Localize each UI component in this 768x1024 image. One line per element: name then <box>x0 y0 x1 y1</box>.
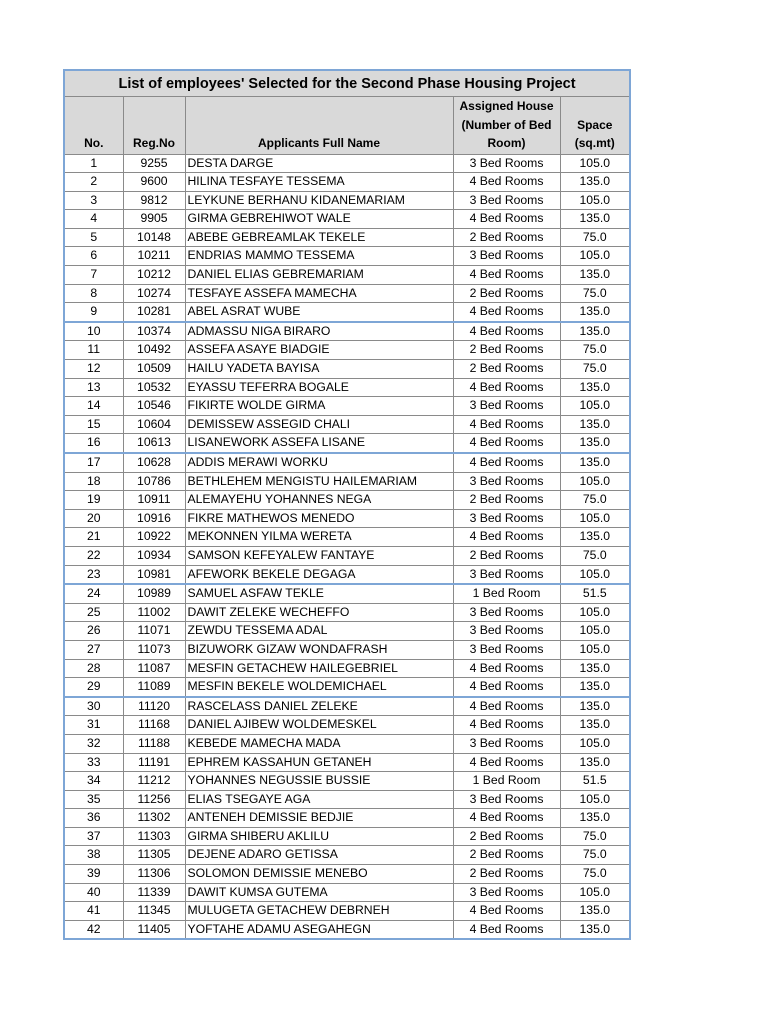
table-row <box>64 920 630 939</box>
cell-reg-no: 10546 <box>123 397 185 416</box>
cell-assigned-house: 3 Bed Rooms <box>453 397 560 416</box>
cell-full-name: EPHREM KASSAHUN GETANEH <box>185 753 453 772</box>
cell-assigned-house: 2 Bed Rooms <box>453 846 560 865</box>
cell-reg-no: 11306 <box>123 865 185 884</box>
cell-reg-no: 10492 <box>123 341 185 360</box>
cell-assigned-house: 2 Bed Rooms <box>453 865 560 884</box>
cell-reg-no: 10374 <box>123 322 185 341</box>
cell-space: 135.0 <box>560 266 630 285</box>
cell-assigned-house: 4 Bed Rooms <box>453 902 560 921</box>
table-row <box>64 584 630 603</box>
cell-full-name: DEMISSEW ASSEGID CHALI <box>185 415 453 434</box>
cell-full-name: MEKONNEN YILMA WERETA <box>185 528 453 547</box>
table-row <box>64 753 630 772</box>
cell-reg-no: 11071 <box>123 622 185 641</box>
cell-reg-no: 10532 <box>123 378 185 397</box>
table-row <box>64 528 630 547</box>
cell-assigned-house: 2 Bed Rooms <box>453 491 560 510</box>
table-row <box>64 509 630 528</box>
cell-space: 105.0 <box>560 734 630 753</box>
cell-space: 135.0 <box>560 173 630 192</box>
cell-full-name: AFEWORK BEKELE DEGAGA <box>185 565 453 584</box>
cell-full-name: HAILU YADETA BAYISA <box>185 360 453 379</box>
cell-assigned-house: 3 Bed Rooms <box>453 565 560 584</box>
table-row <box>64 678 630 697</box>
cell-full-name: ZEWDU TESSEMA ADAL <box>185 622 453 641</box>
cell-full-name: FIKIRTE WOLDE GIRMA <box>185 397 453 416</box>
cell-no: 23 <box>64 565 123 584</box>
cell-reg-no: 10922 <box>123 528 185 547</box>
cell-reg-no: 11168 <box>123 716 185 735</box>
table-row <box>64 865 630 884</box>
cell-space: 75.0 <box>560 865 630 884</box>
cell-reg-no: 10274 <box>123 284 185 303</box>
cell-space: 135.0 <box>560 697 630 716</box>
cell-assigned-house: 4 Bed Rooms <box>453 322 560 341</box>
cell-no: 35 <box>64 790 123 809</box>
cell-no: 4 <box>64 210 123 229</box>
cell-reg-no: 10916 <box>123 509 185 528</box>
cell-no: 1 <box>64 154 123 173</box>
cell-full-name: BETHLEHEM MENGISTU HAILEMARIAM <box>185 472 453 491</box>
table-row <box>64 266 630 285</box>
cell-full-name: DESTA DARGE <box>185 154 453 173</box>
cell-assigned-house: 4 Bed Rooms <box>453 920 560 939</box>
cell-assigned-house: 4 Bed Rooms <box>453 378 560 397</box>
cell-full-name: ABEBE GEBREAMLAK TEKELE <box>185 228 453 247</box>
cell-assigned-house: 2 Bed Rooms <box>453 284 560 303</box>
cell-assigned-house: 4 Bed Rooms <box>453 453 560 472</box>
cell-space: 105.0 <box>560 790 630 809</box>
cell-reg-no: 9905 <box>123 210 185 229</box>
cell-assigned-house: 4 Bed Rooms <box>453 753 560 772</box>
cell-reg-no: 11303 <box>123 827 185 846</box>
table-row <box>64 546 630 565</box>
cell-no: 37 <box>64 827 123 846</box>
cell-space: 105.0 <box>560 154 630 173</box>
cell-no: 2 <box>64 173 123 192</box>
table-row <box>64 228 630 247</box>
cell-reg-no: 10211 <box>123 247 185 266</box>
cell-no: 10 <box>64 322 123 341</box>
cell-reg-no: 10613 <box>123 434 185 453</box>
cell-no: 36 <box>64 809 123 828</box>
cell-full-name: DAWIT ZELEKE WECHEFFO <box>185 603 453 622</box>
cell-space: 75.0 <box>560 341 630 360</box>
table-row <box>64 565 630 584</box>
cell-full-name: ANTENEH DEMISSIE BEDJIE <box>185 809 453 828</box>
cell-reg-no: 10628 <box>123 453 185 472</box>
cell-assigned-house: 3 Bed Rooms <box>453 734 560 753</box>
table-row <box>64 154 630 173</box>
cell-full-name: ABEL ASRAT WUBE <box>185 303 453 322</box>
table-row <box>64 453 630 472</box>
cell-assigned-house: 4 Bed Rooms <box>453 697 560 716</box>
cell-reg-no: 10509 <box>123 360 185 379</box>
cell-space: 135.0 <box>560 415 630 434</box>
cell-reg-no: 10911 <box>123 491 185 510</box>
cell-no: 21 <box>64 528 123 547</box>
cell-reg-no: 10981 <box>123 565 185 584</box>
cell-full-name: SAMUEL ASFAW TEKLE <box>185 584 453 603</box>
table-row <box>64 191 630 210</box>
cell-space: 135.0 <box>560 902 630 921</box>
cell-no: 34 <box>64 772 123 791</box>
cell-full-name: DAWIT KUMSA GUTEMA <box>185 883 453 902</box>
table-row <box>64 827 630 846</box>
cell-full-name: EYASSU TEFERRA BOGALE <box>185 378 453 397</box>
cell-assigned-house: 1 Bed Room <box>453 584 560 603</box>
cell-assigned-house: 3 Bed Rooms <box>453 640 560 659</box>
cell-space: 105.0 <box>560 883 630 902</box>
cell-full-name: DANIEL ELIAS GEBREMARIAM <box>185 266 453 285</box>
cell-reg-no: 11345 <box>123 902 185 921</box>
cell-assigned-house: 2 Bed Rooms <box>453 360 560 379</box>
cell-space: 135.0 <box>560 378 630 397</box>
cell-reg-no: 11002 <box>123 603 185 622</box>
cell-space: 51.5 <box>560 772 630 791</box>
table-row <box>64 378 630 397</box>
cell-assigned-house: 4 Bed Rooms <box>453 678 560 697</box>
employee-housing-table <box>63 69 631 940</box>
cell-full-name: MESFIN BEKELE WOLDEMICHAEL <box>185 678 453 697</box>
cell-assigned-house: 4 Bed Rooms <box>453 210 560 229</box>
cell-no: 33 <box>64 753 123 772</box>
table-row <box>64 772 630 791</box>
cell-assigned-house: 2 Bed Rooms <box>453 827 560 846</box>
cell-full-name: ADMASSU NIGA BIRARO <box>185 322 453 341</box>
cell-assigned-house: 4 Bed Rooms <box>453 415 560 434</box>
cell-assigned-house: 3 Bed Rooms <box>453 509 560 528</box>
cell-space: 135.0 <box>560 453 630 472</box>
table-body <box>64 154 630 939</box>
cell-reg-no: 11339 <box>123 883 185 902</box>
cell-space: 105.0 <box>560 640 630 659</box>
table-row <box>64 284 630 303</box>
cell-reg-no: 11305 <box>123 846 185 865</box>
cell-no: 5 <box>64 228 123 247</box>
cell-no: 39 <box>64 865 123 884</box>
cell-full-name: BIZUWORK GIZAW WONDAFRASH <box>185 640 453 659</box>
cell-space: 51.5 <box>560 584 630 603</box>
cell-space: 135.0 <box>560 434 630 453</box>
cell-no: 3 <box>64 191 123 210</box>
cell-space: 135.0 <box>560 303 630 322</box>
cell-space: 105.0 <box>560 247 630 266</box>
cell-full-name: ALEMAYEHU YOHANNES NEGA <box>185 491 453 510</box>
cell-no: 25 <box>64 603 123 622</box>
cell-reg-no: 11191 <box>123 753 185 772</box>
table-row <box>64 622 630 641</box>
table-row <box>64 341 630 360</box>
cell-reg-no: 11256 <box>123 790 185 809</box>
table-row <box>64 210 630 229</box>
cell-full-name: ASSEFA ASAYE BIADGIE <box>185 341 453 360</box>
cell-space: 105.0 <box>560 397 630 416</box>
table-row <box>64 491 630 510</box>
cell-assigned-house: 4 Bed Rooms <box>453 659 560 678</box>
table-row <box>64 734 630 753</box>
cell-assigned-house: 3 Bed Rooms <box>453 247 560 266</box>
cell-assigned-house: 1 Bed Room <box>453 772 560 791</box>
cell-assigned-house: 2 Bed Rooms <box>453 341 560 360</box>
cell-space: 75.0 <box>560 546 630 565</box>
table-row <box>64 640 630 659</box>
cell-reg-no: 9600 <box>123 173 185 192</box>
cell-full-name: GIRMA SHIBERU AKLILU <box>185 827 453 846</box>
cell-reg-no: 11405 <box>123 920 185 939</box>
cell-no: 16 <box>64 434 123 453</box>
cell-full-name: DEJENE ADARO GETISSA <box>185 846 453 865</box>
cell-assigned-house: 4 Bed Rooms <box>453 266 560 285</box>
header-reg-no: Reg.No <box>123 97 185 155</box>
cell-full-name: RASCELASS DANIEL ZELEKE <box>185 697 453 716</box>
cell-no: 32 <box>64 734 123 753</box>
cell-space: 75.0 <box>560 360 630 379</box>
cell-no: 27 <box>64 640 123 659</box>
table-row <box>64 902 630 921</box>
table-row <box>64 790 630 809</box>
cell-reg-no: 10786 <box>123 472 185 491</box>
cell-full-name: FIKRE MATHEWOS MENEDO <box>185 509 453 528</box>
cell-no: 12 <box>64 360 123 379</box>
cell-no: 29 <box>64 678 123 697</box>
cell-full-name: ENDRIAS MAMMO TESSEMA <box>185 247 453 266</box>
cell-full-name: SOLOMON DEMISSIE MENEBO <box>185 865 453 884</box>
cell-space: 135.0 <box>560 678 630 697</box>
cell-space: 75.0 <box>560 284 630 303</box>
cell-no: 8 <box>64 284 123 303</box>
cell-no: 24 <box>64 584 123 603</box>
cell-no: 14 <box>64 397 123 416</box>
cell-space: 75.0 <box>560 827 630 846</box>
cell-full-name: LEYKUNE BERHANU KIDANEMARIAM <box>185 191 453 210</box>
cell-space: 75.0 <box>560 491 630 510</box>
header-no: No. <box>64 97 123 155</box>
header-assigned-house: Assigned House (Number of Bed Room) <box>453 97 560 155</box>
cell-reg-no: 10212 <box>123 266 185 285</box>
cell-no: 13 <box>64 378 123 397</box>
cell-assigned-house: 4 Bed Rooms <box>453 173 560 192</box>
cell-no: 38 <box>64 846 123 865</box>
cell-space: 135.0 <box>560 809 630 828</box>
table-row <box>64 360 630 379</box>
cell-space: 135.0 <box>560 210 630 229</box>
cell-assigned-house: 2 Bed Rooms <box>453 228 560 247</box>
cell-reg-no: 10148 <box>123 228 185 247</box>
table-row <box>64 846 630 865</box>
cell-full-name: KEBEDE MAMECHA MADA <box>185 734 453 753</box>
cell-no: 26 <box>64 622 123 641</box>
cell-no: 15 <box>64 415 123 434</box>
cell-no: 41 <box>64 902 123 921</box>
cell-no: 28 <box>64 659 123 678</box>
cell-reg-no: 10934 <box>123 546 185 565</box>
cell-no: 40 <box>64 883 123 902</box>
cell-assigned-house: 3 Bed Rooms <box>453 790 560 809</box>
cell-reg-no: 9255 <box>123 154 185 173</box>
cell-reg-no: 11212 <box>123 772 185 791</box>
cell-assigned-house: 4 Bed Rooms <box>453 716 560 735</box>
table-row <box>64 883 630 902</box>
cell-no: 30 <box>64 697 123 716</box>
cell-no: 7 <box>64 266 123 285</box>
cell-no: 6 <box>64 247 123 266</box>
table-title: List of employees' Selected for the Second Phase Housing Project <box>64 70 630 97</box>
cell-space: 75.0 <box>560 228 630 247</box>
table-row <box>64 659 630 678</box>
cell-reg-no: 10604 <box>123 415 185 434</box>
cell-assigned-house: 3 Bed Rooms <box>453 622 560 641</box>
cell-no: 18 <box>64 472 123 491</box>
cell-assigned-house: 3 Bed Rooms <box>453 603 560 622</box>
cell-reg-no: 9812 <box>123 191 185 210</box>
header-full-name: Applicants Full Name <box>185 97 453 155</box>
cell-assigned-house: 3 Bed Rooms <box>453 191 560 210</box>
cell-full-name: GIRMA GEBREHIWOT WALE <box>185 210 453 229</box>
table-row <box>64 322 630 341</box>
cell-assigned-house: 4 Bed Rooms <box>453 528 560 547</box>
cell-space: 75.0 <box>560 846 630 865</box>
table-row <box>64 434 630 453</box>
cell-reg-no: 11188 <box>123 734 185 753</box>
cell-no: 42 <box>64 920 123 939</box>
cell-assigned-house: 4 Bed Rooms <box>453 434 560 453</box>
cell-space: 135.0 <box>560 659 630 678</box>
cell-space: 135.0 <box>560 753 630 772</box>
cell-full-name: ADDIS MERAWI WORKU <box>185 453 453 472</box>
cell-reg-no: 11073 <box>123 640 185 659</box>
cell-assigned-house: 3 Bed Rooms <box>453 472 560 491</box>
cell-space: 135.0 <box>560 322 630 341</box>
cell-reg-no: 10989 <box>123 584 185 603</box>
cell-reg-no: 11087 <box>123 659 185 678</box>
table-row <box>64 397 630 416</box>
cell-full-name: MESFIN GETACHEW HAILEGEBRIEL <box>185 659 453 678</box>
cell-space: 135.0 <box>560 716 630 735</box>
cell-no: 11 <box>64 341 123 360</box>
cell-full-name: YOFTAHE ADAMU ASEGAHEGN <box>185 920 453 939</box>
cell-space: 105.0 <box>560 509 630 528</box>
cell-space: 105.0 <box>560 565 630 584</box>
cell-full-name: SAMSON KEFEYALEW FANTAYE <box>185 546 453 565</box>
cell-no: 17 <box>64 453 123 472</box>
cell-assigned-house: 2 Bed Rooms <box>453 546 560 565</box>
cell-no: 20 <box>64 509 123 528</box>
table-row <box>64 303 630 322</box>
cell-space: 135.0 <box>560 528 630 547</box>
cell-space: 105.0 <box>560 191 630 210</box>
header-space: Space (sq.mt) <box>560 97 630 155</box>
cell-space: 135.0 <box>560 920 630 939</box>
cell-no: 22 <box>64 546 123 565</box>
cell-no: 31 <box>64 716 123 735</box>
cell-full-name: YOHANNES NEGUSSIE BUSSIE <box>185 772 453 791</box>
table-row <box>64 173 630 192</box>
cell-no: 9 <box>64 303 123 322</box>
cell-assigned-house: 3 Bed Rooms <box>453 154 560 173</box>
cell-space: 105.0 <box>560 603 630 622</box>
cell-assigned-house: 3 Bed Rooms <box>453 883 560 902</box>
table-row <box>64 472 630 491</box>
table-row <box>64 697 630 716</box>
cell-reg-no: 11302 <box>123 809 185 828</box>
cell-no: 19 <box>64 491 123 510</box>
table-row <box>64 809 630 828</box>
cell-full-name: HILINA TESFAYE TESSEMA <box>185 173 453 192</box>
cell-space: 105.0 <box>560 622 630 641</box>
table-row <box>64 716 630 735</box>
table-row <box>64 415 630 434</box>
cell-full-name: DANIEL AJIBEW WOLDEMESKEL <box>185 716 453 735</box>
cell-full-name: TESFAYE ASSEFA MAMECHA <box>185 284 453 303</box>
table-row <box>64 603 630 622</box>
cell-reg-no: 11120 <box>123 697 185 716</box>
cell-assigned-house: 4 Bed Rooms <box>453 303 560 322</box>
cell-assigned-house: 4 Bed Rooms <box>453 809 560 828</box>
cell-space: 105.0 <box>560 472 630 491</box>
table-row <box>64 247 630 266</box>
cell-full-name: MULUGETA GETACHEW DEBRNEH <box>185 902 453 921</box>
cell-reg-no: 10281 <box>123 303 185 322</box>
cell-reg-no: 11089 <box>123 678 185 697</box>
cell-full-name: ELIAS TSEGAYE AGA <box>185 790 453 809</box>
cell-full-name: LISANEWORK ASSEFA LISANE <box>185 434 453 453</box>
